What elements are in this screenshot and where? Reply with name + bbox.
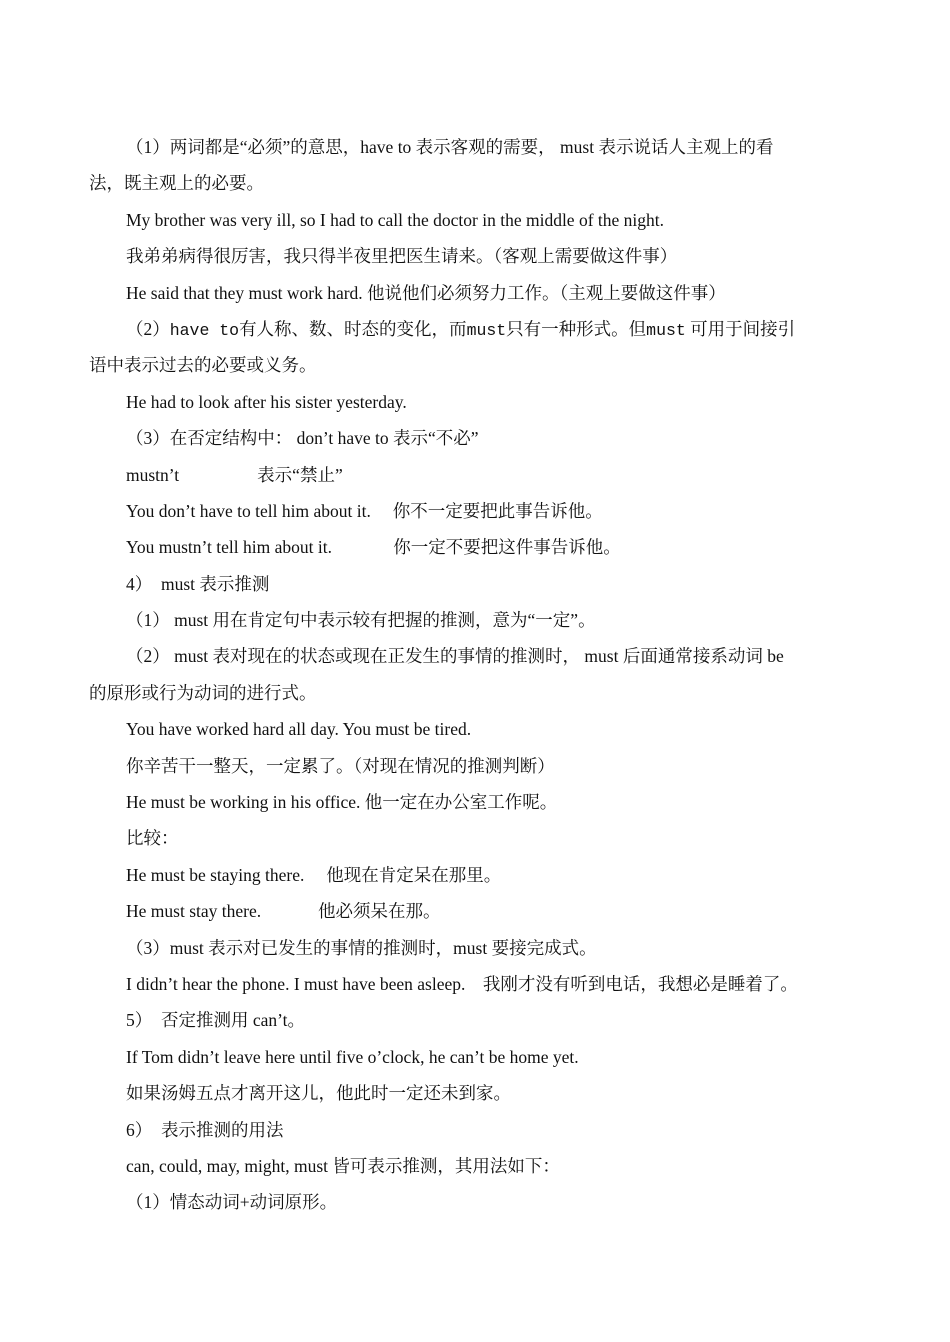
document-body bbox=[89, 129, 863, 1221]
text-segment: mustn’t bbox=[126, 464, 180, 485]
code-term: must bbox=[646, 320, 686, 340]
paragraph-line: （2） must 表对现在的状态或现在正发生的事情的推测时， must 后面通常接系动词 be bbox=[126, 646, 784, 667]
example-sentence: He must stay there. 他必须呆在那。 bbox=[126, 901, 441, 922]
example-sentence: You don’t have to tell him about it. 你不一定要把此事告诉他。 bbox=[126, 500, 603, 521]
paragraph-line: 语中表示过去的必要或义务。 bbox=[89, 355, 317, 376]
example-sentence: He had to look after his sister yesterday. bbox=[126, 391, 407, 412]
translation-line: 我弟弟病得很厉害，我只得半夜里把医生请来。（客观上需要做这件事） bbox=[126, 246, 678, 267]
code-term: must bbox=[466, 320, 507, 340]
paragraph-line: 比较： bbox=[126, 828, 179, 849]
section-heading: 4） must 表示推测 bbox=[126, 573, 270, 594]
paragraph-line: （3）在否定结构中： don’t have to 表示“不必” bbox=[126, 428, 479, 449]
section-heading: 5） 否定推测用 can’t。 bbox=[126, 1010, 306, 1031]
paragraph-line: 的原形或行为动词的进行式。 bbox=[89, 682, 317, 703]
text-segment: 有人称、数、时态的变化，而 bbox=[239, 318, 467, 339]
example-sentence: He said that they must work hard. 他说他们必须努力工作。（主观上要做这件事） bbox=[126, 282, 726, 303]
paragraph-line: （1） must 用在肯定句中表示较有把握的推测，意为“一定”。 bbox=[126, 610, 596, 631]
paragraph-line: （3）must 表示对已发生的事情的推测时，must 要接完成式。 bbox=[126, 937, 597, 958]
section-heading: 6） 表示推测的用法 bbox=[126, 1119, 284, 1140]
example-sentence: You mustn’t tell him about it. 你一定不要把这件事告诉他。 bbox=[126, 537, 621, 558]
example-sentence: He must be staying there. 他现在肯定呆在那里。 bbox=[126, 864, 502, 885]
paragraph-line: （1）两词都是“必须”的意思，have to 表示客观的需要， must 表示说话人主观上的看 bbox=[126, 137, 774, 157]
code-term: have to bbox=[169, 320, 240, 340]
text-segment: 只有一种形式。但 bbox=[506, 318, 647, 339]
text-segment: 表示“禁止” bbox=[257, 464, 343, 485]
text-segment: （2） bbox=[126, 318, 170, 339]
example-sentence: My brother was very ill, so I had to call the doctor in the middle of the night. bbox=[126, 209, 665, 230]
paragraph-line bbox=[89, 311, 863, 347]
text-segment: 可用于间接引 bbox=[685, 318, 796, 339]
example-sentence: He must be working in his office. 他一定在办公室工作呢。 bbox=[126, 792, 558, 813]
example-sentence: You have worked hard all day. You must be tired. bbox=[126, 719, 472, 740]
example-sentence: If Tom didn’t leave here until five o’clock, he can’t be home yet. bbox=[126, 1046, 579, 1067]
translation-line: 你辛苦干一整天，一定累了。（对现在情况的推测判断） bbox=[126, 755, 555, 776]
paragraph-line: 法，既主观上的必要。 bbox=[89, 173, 264, 194]
paragraph-line: （1）情态动词+动词原形。 bbox=[126, 1192, 338, 1213]
paragraph-line: can, could, may, might, must 皆可表示推测，其用法如下： bbox=[126, 1155, 560, 1176]
example-sentence: I didn’t hear the phone. I must have been asleep. 我刚才没有听到电话，我想必是睡着了。 bbox=[126, 973, 798, 994]
paragraph-line bbox=[89, 457, 863, 493]
translation-line: 如果汤姆五点才离开这儿，他此时一定还未到家。 bbox=[126, 1083, 511, 1104]
